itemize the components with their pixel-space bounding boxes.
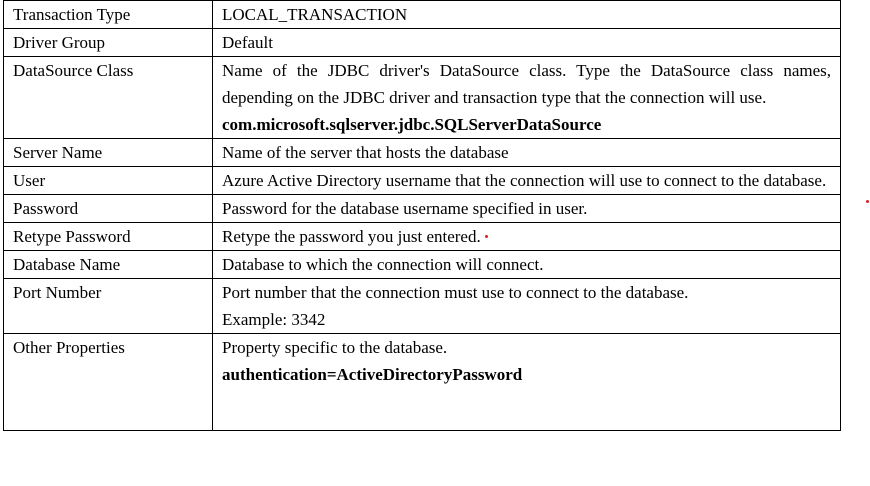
table-row [4,334,841,431]
table-row [4,1,841,29]
property-value-cell [213,279,841,334]
property-value: Retype the password you just entered. [222,227,481,246]
property-value-cell [213,57,841,139]
table-row [4,57,841,139]
table-row [4,139,841,167]
property-value-code: com.microsoft.sqlserver.jdbc.SQLServerDataSource [222,115,602,134]
property-value: Azure Active Directory username that the connection will use to connect to the database. [213,167,841,195]
property-value-cell [213,223,841,251]
table-row [4,279,841,334]
table-row [4,195,841,223]
property-name: DataSource Class [4,57,213,139]
property-value-cell [213,334,841,431]
property-value: Name of the JDBC driver's DataSource class. Type the DataSource class names, depending on the JDBC driver and transaction type that the connection will use. [222,61,831,107]
annotation-dot [866,200,869,203]
property-value: Default [213,29,841,57]
property-name: Port Number [4,279,213,334]
property-value: Password for the database username specified in user. [213,195,841,223]
property-name: Transaction Type [4,1,213,29]
property-value: LOCAL_TRANSACTION [213,1,841,29]
property-name: Retype Password [4,223,213,251]
table-row [4,223,841,251]
property-name: Password [4,195,213,223]
property-value: Name of the server that hosts the database [213,139,841,167]
table-row [4,251,841,279]
property-name: Driver Group [4,29,213,57]
property-value-code: authentication=ActiveDirectoryPassword [222,365,523,384]
property-value: Port number that the connection must use to connect to the database. [222,283,689,302]
table-row [4,29,841,57]
property-value: Property specific to the database. [222,338,448,357]
annotation-dot [485,235,488,238]
table-row [4,167,841,195]
property-name: User [4,167,213,195]
property-value: Database to which the connection will connect. [213,251,841,279]
property-name: Other Properties [4,334,213,431]
property-name: Server Name [4,139,213,167]
property-example: Example: 3342 [222,310,326,329]
property-name: Database Name [4,251,213,279]
properties-table [3,0,841,431]
